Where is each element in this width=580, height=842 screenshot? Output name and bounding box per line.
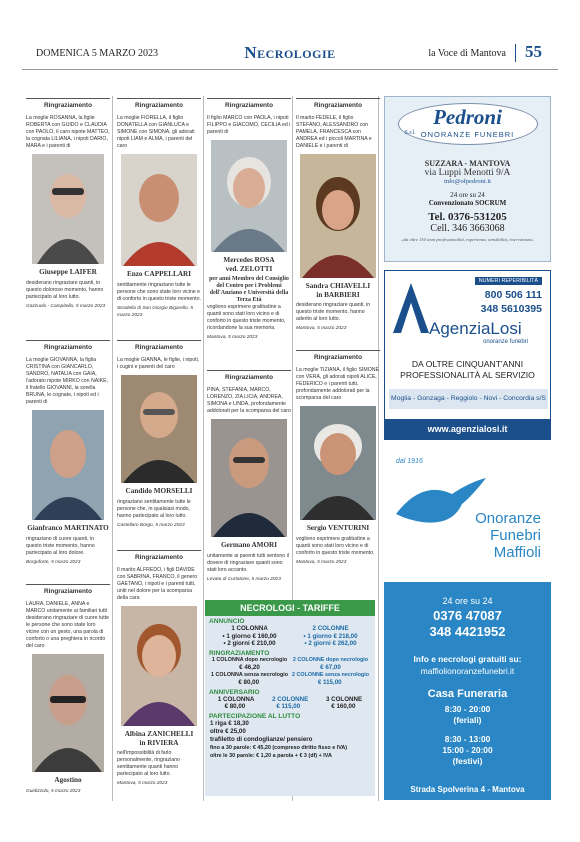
- notice-rosa: [207, 98, 291, 341]
- losi-claim-1: DA OLTRE CINQUANT'ANNI: [411, 359, 524, 369]
- maffioli-title-3: Maffioli: [493, 544, 541, 561]
- losi-website: www.agenzialosi.it: [385, 419, 550, 439]
- notice-intro: LAURA, DANIELE, ANNA e MARCO unitamente ai familiari tutti desiderano ringraziare di cuore tutte le persone che sono state loro vicine con un gesto, una parola di conforto o una preghiera in ricordo del caro: [26, 601, 110, 649]
- rate-value: € 80,00: [238, 679, 260, 686]
- notice-heading: Ringraziamento: [26, 584, 110, 595]
- rates-section-label: ANNUNCIO: [209, 618, 245, 625]
- portrait-photo: [121, 375, 197, 483]
- deceased-name: Sandra CHIAVELLI: [305, 282, 371, 290]
- deceased-name: Candido MORSELLI: [125, 487, 193, 495]
- losi-logo-icon: [391, 281, 431, 335]
- deceased-name-widow: ved. ZELOTTI: [225, 264, 273, 273]
- notice-place-date: Mantova, 5 marzo 2023: [296, 559, 347, 565]
- rate-col-label: 1 COLONNA: [231, 625, 268, 632]
- rate-value: € 262,00: [332, 640, 357, 647]
- notice-intro: Il marito FEDELE, il figlio STEFANO, ALESSANDRO con PAMELA, FRANCESCA con ANDREA ed i piccoli MARTINA e DANIELE e i parenti di: [296, 115, 372, 149]
- rates-section-label: ANNIVERSARIO: [209, 688, 260, 696]
- portrait-photo: [211, 140, 287, 252]
- notice-place-date: Mantova, 5 marzo 2023: [117, 781, 168, 786]
- portrait-photo: [32, 154, 104, 264]
- page-number: 55: [525, 42, 542, 61]
- pedroni-phone: Tel. 0376-531205: [428, 211, 507, 223]
- pedroni-city: SUZZARA - MANTOVA: [424, 159, 511, 168]
- notice-place-date: Guidizzolo, 5 marzo 2023: [26, 788, 81, 794]
- notice-heading: Ringraziamento: [117, 98, 201, 109]
- rate-line: 1 riga € 18,30: [210, 719, 249, 727]
- notice-laifer: [26, 98, 110, 310]
- ad-pedroni: [384, 96, 551, 262]
- pedroni-logo: [398, 103, 538, 145]
- notice-heading: Ringraziamento: [26, 98, 110, 109]
- rate-label: 2 COLONNE senza necrologio: [292, 671, 370, 678]
- rate-label: • 1 giorno: [222, 632, 251, 640]
- rate-label: 1 COLONNA: [217, 695, 255, 703]
- portrait-photo: [300, 406, 376, 520]
- rate-line: oltre € 25,00: [210, 727, 246, 735]
- rate-label: • 2 giorni: [223, 640, 250, 647]
- rate-value: € 80,00: [224, 703, 246, 710]
- notice-heading: Ringraziamento: [296, 350, 380, 361]
- maffioli-address: Strada Spolverina 4 - Mantova: [410, 785, 525, 794]
- deceased-name-married: in RIVIERA: [139, 738, 179, 747]
- notice-place-date: Gazzuolo - Campitello, 5 marzo 2023: [26, 303, 106, 309]
- publication-name: la Voce di Mantova: [428, 48, 506, 59]
- pedroni-srl: S.r.l.: [404, 130, 416, 136]
- losi-phone-2: 348 5610395: [480, 303, 542, 315]
- deceased-name: Sergio VENTURINI: [306, 524, 370, 532]
- deceased-name: Gianfranco MARTINATO: [27, 524, 109, 532]
- deceased-role: per anni Membro del Consiglio del Centro per i Problemi dell'Anziano e Università della Terza Età: [209, 276, 289, 303]
- notice-text: nell'impossibilità di farlo personalmente, ringraziano sentitamente quanti hanno partecipato al loro lutto.: [117, 750, 180, 777]
- maffioli-phone-2: 348 4421952: [429, 624, 506, 639]
- portrait-photo: [32, 410, 104, 520]
- rate-value: € 46,20: [239, 664, 260, 671]
- column-rule: [203, 96, 204, 801]
- notice-cappellari: [117, 98, 201, 319]
- losi-brand: AgenziaLosi: [429, 319, 522, 338]
- maffioli-weekday-label: (feriali): [453, 715, 482, 725]
- losi-phone-1: 800 506 111: [484, 289, 542, 301]
- deceased-name: Enzo CAPPELLARI: [126, 270, 192, 278]
- notice-heading: Ringraziamento: [26, 340, 110, 351]
- rate-line: trafiletto di condoglianze/ pensiero: [210, 735, 313, 743]
- rate-label: 1 COLONNA senza necrologio: [210, 671, 289, 678]
- notice-place-date: Levata di Curtatone, 5 marzo 2023: [207, 576, 281, 582]
- deceased-name: Germano AMORI: [220, 541, 278, 549]
- notice-place-date: Borgoforte, 5 marzo 2023: [26, 559, 81, 565]
- portrait-photo: [300, 154, 376, 278]
- notice-venturini: [296, 350, 380, 566]
- portrait-photo: [32, 654, 104, 772]
- pedroni-address: via Luppi Menotti 9/A: [424, 168, 511, 178]
- rates-section-label: PARTECIPAZIONE AL LUTTO: [209, 712, 301, 720]
- pedroni-brand: Pedroni: [433, 105, 502, 129]
- rate-value: € 115,00: [317, 679, 342, 686]
- maffioli-title-1: Onoranze: [475, 510, 541, 527]
- ad-maffioli: [384, 448, 551, 800]
- rate-label: 2 COLONNE dopo necrologio: [292, 656, 369, 663]
- notice-place-date: Mantova, 5 marzo 2023: [207, 335, 258, 340]
- rates-box: [205, 600, 375, 796]
- maffioli-title-2: Funebri: [490, 527, 541, 544]
- notice-intro: La moglie GIANNA, le figlie, i nipoti, i cugini e parenti del caro: [117, 357, 200, 370]
- notice-chiavelli: [296, 98, 380, 332]
- maffioli-info: Info e necrologi gratuiti su:: [413, 654, 522, 664]
- notice-martinato: [26, 340, 110, 566]
- notice-heading: Ringraziamento: [117, 340, 201, 351]
- issue-date: DOMENICA 5 MARZO 2023: [36, 48, 158, 59]
- notice-morselli: [117, 340, 201, 529]
- rate-label: 3 COLONNE: [325, 695, 363, 703]
- deceased-name: Giuseppe LAIFER: [39, 268, 97, 276]
- rate-label: 1 COLONNA dopo necrologio: [211, 656, 288, 663]
- notice-intro: La moglie ROSANNA, la figlie ROBERTA con GUIDO e CLAUDIA con PAOLO, il caro nipote MATTEO, la cognata LILIANA, i nipoti DARIO, MARA e i parenti di: [26, 115, 110, 149]
- rate-line: fino a 30 parole: € 45,20 (compreso diritto fisso e IVA): [210, 744, 348, 751]
- notice-amori: [207, 370, 291, 583]
- notice-text: desiderano ringraziare quanti, in questo triste momento, hanno aderito al loro lutto.: [296, 302, 371, 322]
- notice-intro: PINA, STEFANIA, MARCO, LORENZO, ZIA LICIA, ANDREA, SIMONA e LINDA, profondamente addolorati per la scomparsa del caro: [207, 387, 291, 414]
- notice-heading: Ringraziamento: [207, 370, 291, 381]
- pedroni-email: info@ofpedroni.it: [444, 178, 491, 185]
- rate-value: € 160,00: [252, 632, 277, 640]
- portrait-photo: [121, 154, 197, 266]
- maffioli-casa: Casa Funeraria: [427, 688, 508, 700]
- rate-label: • 2 giorni: [304, 640, 331, 647]
- maffioli-website: maffiolionoranzefunebri.it: [420, 666, 515, 676]
- losi-subtitle: onoranze funebri: [483, 339, 529, 345]
- notice-intro: Il figlio MARCO con PAOLA, i nipoti FILIPPO e GIACOMO, CECILIA ed i parenti di: [207, 115, 291, 135]
- notice-heading: Ringraziamento: [207, 98, 291, 109]
- maffioli-holiday-label: (festivi): [452, 756, 483, 766]
- losi-towns: Moglia - Gonzaga - Reggiolo - Novi - Concordia s/S: [389, 389, 548, 409]
- maffioli-phone-1: 0376 47087: [433, 608, 502, 623]
- pedroni-subtitle: ONORANZE FUNEBRI: [420, 130, 515, 139]
- deceased-name-married: in BARBIERI: [316, 290, 360, 299]
- page-header: [22, 38, 558, 70]
- notice-place-date: Stradella di San Giorgio Bigarello, 5 marzo 2023: [117, 305, 193, 318]
- rate-col-label: 2 COLONNE: [312, 625, 349, 632]
- dove-icon: [392, 474, 488, 534]
- maffioli-holiday-hours-2: 15:00 - 20:00: [442, 745, 493, 755]
- notice-text: ringraziano di cuore quanti, in questo triste momento, hanno partecipato al loro dolore.: [26, 535, 95, 556]
- portrait-photo: [121, 606, 197, 726]
- losi-claim-2: PROFESSIONALITÀ AL SERVIZIO: [400, 370, 535, 380]
- ad-losi: [384, 270, 551, 440]
- notice-text: sentitamente ringraziano tutte le persone che sono state loro vicine e di conforto in questo triste momento.: [117, 281, 201, 302]
- header-separator: [515, 44, 516, 62]
- notice-agostino: [26, 584, 110, 795]
- notice-intro: La moglie GIOVANNA, la figlia CRISTINA con GIANCARLO, SANDRO, NATALIA con GAIA, l'adorato nipote MIRKO con NAIKE, il fratello GIOVANNI, la sorella BRUNA, le cognate, i nipoti ed i parenti di: [26, 357, 109, 405]
- maffioli-holiday-hours-1: 8:30 - 13:00: [444, 734, 491, 744]
- maffioli-weekday-hours: 8:30 - 20:00: [444, 704, 491, 714]
- rate-value: € 160,00: [331, 703, 356, 710]
- notice-place-date: Castellaro Borgo, 5 marzo 2023: [117, 522, 185, 528]
- notice-text: vogliono esprimere gratitudine a quanti sono stati loro vicino e di conforto in questo triste momento.: [296, 535, 375, 556]
- rate-line: oltre le 30 parole: € 1,20 a parola + € 3 (df) + IVA: [210, 752, 332, 759]
- notice-intro: La moglie FIORELLA, il figlio DONATELLA con GIANLUCA e SIMONE con SIMONA, gli adorati nipoti LIAM e ALMA, i parenti del caro: [117, 115, 195, 149]
- maffioli-since: dal 1916: [396, 458, 423, 465]
- rate-value: € 67,00: [320, 664, 341, 671]
- notice-text: ringraziano sentitamente tutte le persone che, in qualsiasi modo, hanno partecipato al loro lutto.: [117, 498, 191, 519]
- rate-label: 2 COLONNE: [272, 695, 309, 703]
- losi-availability-label: NUMERI REPERIBILITÀ: [475, 277, 542, 285]
- notice-text: desiderano ringraziare quanti, in questo doloroso momento, hanno partecipato al loro lutto.: [26, 279, 104, 300]
- maffioli-hours: 24 ore su 24: [442, 596, 493, 606]
- deceased-name: Agostino: [54, 776, 82, 784]
- rates-section-label: RINGRAZIAMENTO: [209, 649, 270, 657]
- section-title: Necrologie: [244, 43, 336, 62]
- rate-value: € 210,00: [251, 640, 276, 647]
- deceased-name: Albina ZANICHELLI: [124, 730, 194, 738]
- pedroni-mobile: Cell. 346 3663068: [430, 223, 505, 234]
- notice-intro: Il marito ALFREDO, i figli DAVIDE con SABRINA, FRANCO, il genero GAETANO, i nipoti e i parenti tutti, uniti nel dolore per la scomparsa della cara: [117, 567, 198, 601]
- rate-value: € 218,00: [333, 632, 358, 640]
- rate-label: • 1 giorno: [303, 632, 332, 640]
- notice-zanichelli: [117, 550, 201, 787]
- pedroni-convention: Convenzionato SOCRUM: [428, 199, 507, 207]
- deceased-name: Mercedes ROSA: [223, 256, 275, 264]
- rates-title: NECROLOGI - TARIFFE: [205, 600, 375, 616]
- pedroni-note: «da oltre 150 anni professionalità, esperienza, sensibilità, riservatezza»: [401, 237, 534, 242]
- notice-text: unitamente ai parenti tutti sentono il dovere di ringraziare quanti sono stati loro accanto.: [207, 552, 289, 573]
- portrait-photo: [211, 419, 287, 537]
- notice-heading: Ringraziamento: [296, 98, 380, 109]
- notice-text: vogliono esprimere gratitudine a quanti sono stati loro vicino e di conforto in questo triste momento, ricordandone la sua memoria.: [207, 304, 286, 331]
- notice-intro: La moglie TIZIANA, il figlio SIMONE con VERA, gli adorati nipoti ALICE, FEDERICO e i parenti tutti, profondamente addolorati per la scomparsa del caro: [296, 367, 379, 401]
- notice-place-date: Mantova, 5 marzo 2023: [296, 326, 347, 331]
- pedroni-hours: 24 ore su 24: [450, 191, 485, 199]
- notice-heading: Ringraziamento: [117, 550, 201, 561]
- column-rule: [112, 96, 113, 801]
- rate-value: € 115,00: [276, 703, 301, 710]
